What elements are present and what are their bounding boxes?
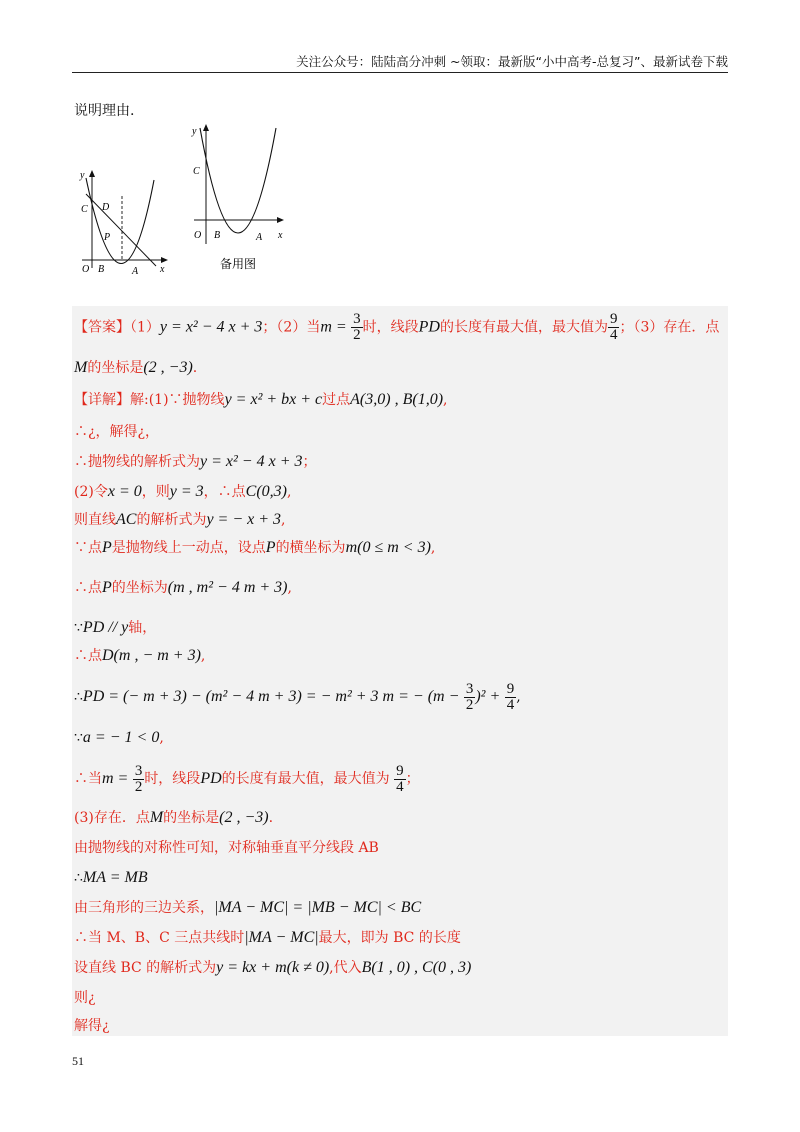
fig1-label-x: x <box>160 264 165 275</box>
parabola-figure-main <box>76 168 172 278</box>
line-ac <box>86 194 156 266</box>
parabola-curve <box>86 178 154 264</box>
solution-line-16: 由抛物线的对称性可知，对称轴垂直平分线段 AB <box>74 840 379 856</box>
solution-line-17: ∴MA = MB <box>74 869 148 886</box>
header-rule <box>72 72 728 73</box>
page-header: 关注公众号：陆陆高分冲刺 ~领取：最新版“小中高考-总复习”、最新试卷下载 <box>296 54 728 69</box>
fig2-label-x: x <box>278 230 283 241</box>
solution-line-13: ∵a = − 1 < 0, <box>74 729 164 746</box>
fraction: $\frac{3}{2}$ <box>353 311 361 343</box>
fig1-label-c: C <box>81 204 88 215</box>
solution-line-19: ∴当 M、B、C 三点共线时|MA − MC|最大，即为 BC 的长度 <box>74 929 461 946</box>
solution-line-11: ∴点D(m , − m + 3), <box>74 647 206 664</box>
x-axis-arrow <box>161 257 168 263</box>
y-axis-arrow <box>89 170 95 177</box>
page-number: 51 <box>72 1054 84 1068</box>
solution-line-18: 由三角形的三边关系，|MA − MC| = |MB − MC| < BC <box>74 899 422 916</box>
fraction: $\frac{3}{2}$ <box>134 762 143 795</box>
solution-line-14: ∴当m = $\frac{3}{2}$ 时，线段PD的长度有最大值，最大值为 $\frac{9}{4}$ ； <box>74 762 420 795</box>
parabola-curve <box>200 128 276 233</box>
answer-line-2: M的坐标是(2 , −3). <box>74 359 198 376</box>
solution-line-6: (2)令x = 0，则y = 3，∴点C(0,3), <box>74 483 292 500</box>
x-axis-arrow <box>277 217 284 223</box>
fig1-label-o: O <box>82 264 90 275</box>
fig2-label-o: O <box>194 230 202 241</box>
solution-line-7: 则直线AC的解析式为y = − x + 3, <box>74 511 286 528</box>
solution-line-12: ∴PD = (− m + 3) − (m² − 4 m + 3) = − m² + 3 m = − (m − $\frac{3}{2}$ )² + $\frac{9}{4}$ , <box>74 680 521 713</box>
solution-line-3: 【详解】解:(1)∵抛物线y = x² + bx + c过点A(3,0) , B(1,0), <box>74 391 448 408</box>
answer-tag: 【答案】 <box>74 319 130 336</box>
fig2-label-c: C <box>193 166 200 177</box>
solution-line-15: (3)存在．点M的坐标是(2 , −3). <box>74 809 274 826</box>
fraction: $\frac{3}{2}$ <box>465 680 474 713</box>
y-axis-arrow <box>203 124 209 131</box>
solution-line-8: ∵点P是抛物线上一动点，设点P的横坐标为m(0 ≤ m < 3), <box>74 539 436 556</box>
parabola-figure-spare <box>186 122 298 282</box>
fraction: $\frac{9}{4}$ <box>609 311 618 343</box>
figure-caption: 备用图 <box>220 257 257 271</box>
solution-line-20: 设直线 BC 的解析式为y = kx + m(k ≠ 0),代入B(1 , 0) , C(0 , 3) <box>74 959 472 976</box>
fig1-label-b: B <box>98 264 105 275</box>
solution-line-21: 则¿ <box>74 990 96 1006</box>
fig2-label-y: y <box>192 126 197 137</box>
fig2-label-a: A <box>256 232 263 243</box>
fig1-label-a: A <box>132 266 139 277</box>
detail-tag: 【详解】 <box>74 392 130 408</box>
fig1-label-d: D <box>102 202 110 213</box>
fraction: $\frac{9}{4}$ <box>396 762 404 795</box>
solution-line-10: ∵PD // y轴， <box>74 619 157 636</box>
intro-text: 说明理由. <box>74 103 135 119</box>
solution-line-22: 解得¿ <box>74 1018 110 1034</box>
fig1-label-p: P <box>104 232 111 243</box>
answer-box <box>72 306 728 1036</box>
solution-line-4: ∴¿，解得¿， <box>74 424 160 440</box>
answer-line-1: 【答案】（1）y = x² − 4 x + 3；（2）当m = $\frac{3}{2}$ 时，线段PD的长度有最大值，最大值为 $\frac{9}{4}$ ；（3）存在．点 <box>74 311 720 343</box>
fig1-label-y: y <box>80 170 85 181</box>
fig2-label-b: B <box>214 230 221 241</box>
fraction: $\frac{9}{4}$ <box>506 680 515 713</box>
solution-line-5: ∴抛物线的解析式为y = x² − 4 x + 3； <box>74 453 317 470</box>
solution-line-9: ∴点P的坐标为(m , m² − 4 m + 3), <box>74 579 292 596</box>
